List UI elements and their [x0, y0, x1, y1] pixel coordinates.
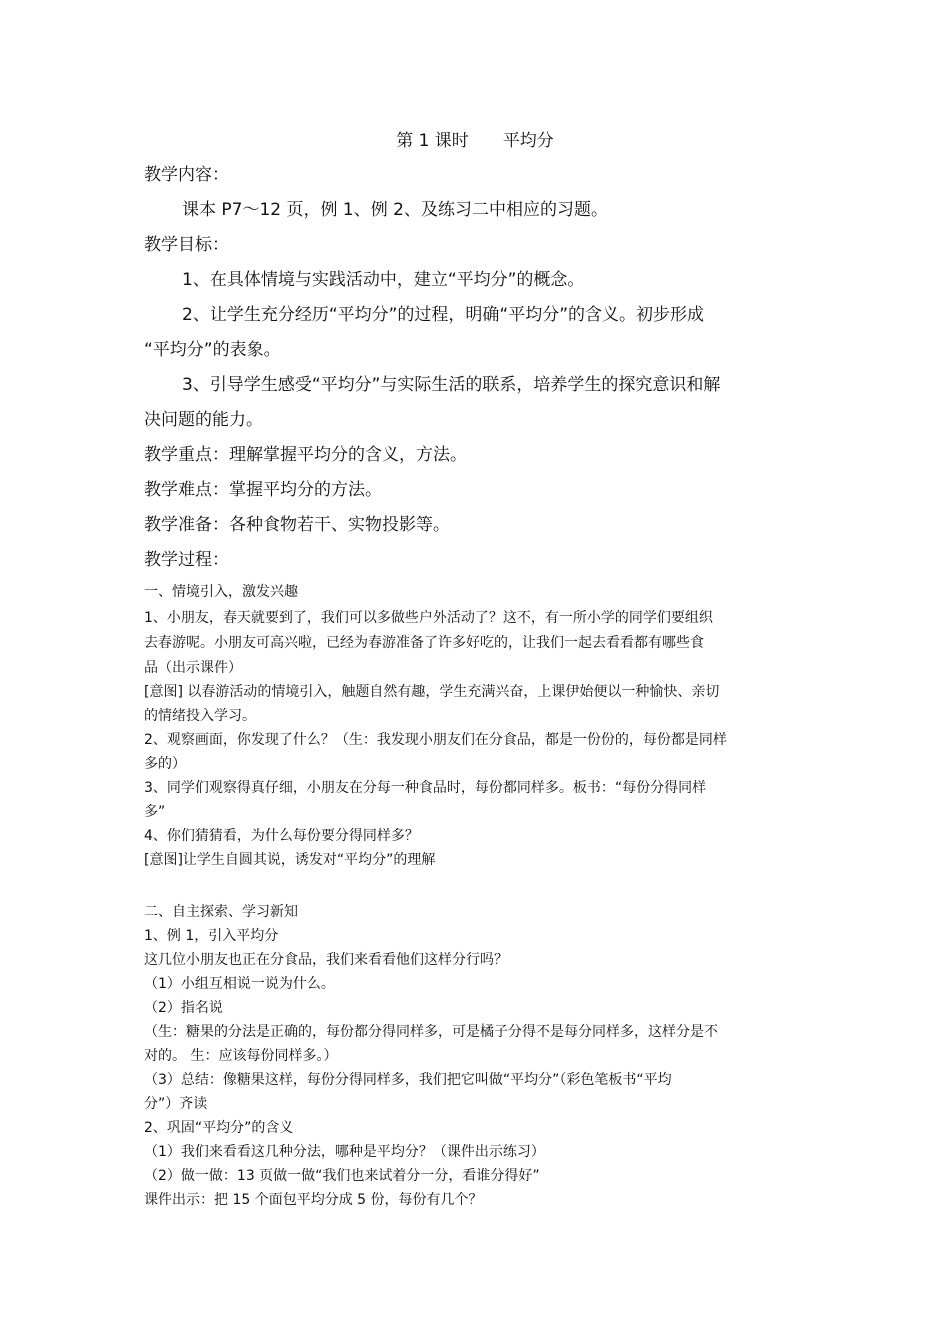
page-title [0, 126, 950, 151]
section-1-item-1-line-3: 品（出示课件） [144, 660, 242, 676]
section-2-sub-3-line-2: 分”）齐读 [144, 1096, 208, 1112]
title-topic: 平均分 [502, 131, 554, 151]
section-1-item-3-line-1: 3、同学们观察得真仔细，小朋友在分每一种食品时，每份都同样多。板书：“每份分得同样 [144, 780, 707, 796]
goal-1: 1、在具体情境与实践活动中，建立“平均分”的概念。 [182, 270, 585, 290]
section-2-item-2: 2、巩固“平均分”的含义 [144, 1120, 294, 1136]
student-answer-line-1: （生：糖果的分法是正确的，每份都分得同样多，可是橘子分得不是每分同样多，这样分是不 [144, 1024, 718, 1040]
goal-2-line-2: “平均分”的表象。 [144, 340, 281, 360]
section-1-item-4: 4、你们猜猜看，为什么每份要分得同样多？ [144, 828, 419, 844]
section-2-heading: 二、自主探索、学习新知 [144, 904, 298, 920]
section-1-item-1-line-1: 1、小朋友，春天就要到了，我们可以多做些户外活动了？这不，有一所小学的同学们要组织 [144, 610, 713, 626]
title-lesson-number: 第 1 课时 [396, 131, 469, 151]
section-1-item-2-line-2: 多的） [144, 756, 186, 772]
difficult-point: 教学难点：掌握平均分的方法。 [144, 480, 382, 500]
section-2-item-2-sub-2: （2）做一做：13 页做一做“我们也来试着分一分，看谁分得好” [144, 1168, 540, 1184]
heading-teaching-content: 教学内容： [144, 165, 229, 185]
heading-teaching-goals: 教学目标： [144, 235, 229, 255]
preparation: 教学准备：各种食物若干、实物投影等。 [144, 515, 450, 535]
heading-teaching-process: 教学过程： [144, 550, 229, 570]
section-2-sub-2: （2）指名说 [144, 1000, 223, 1016]
paragraph-content: 课本 P7～12 页，例 1、例 2、及练习二中相应的习题。 [182, 200, 608, 220]
student-answer-line-2: 对的。 生：应该每份同样多。） [144, 1048, 338, 1064]
section-2-sub-3-line-1: （3）总结：像糖果这样，每份分得同样多，我们把它叫做“平均分”（彩色笔板书“平均 [144, 1072, 672, 1088]
intent-1-line-1: [意图] 以春游活动的情境引入，触题自然有趣，学生充满兴奋，上课伊始便以一种愉快、亲切 [144, 684, 720, 700]
intent-1-line-2: 的情绪投入学习。 [144, 708, 256, 724]
courseware-display: 课件出示：把 15 个面包平均分成 5 份，每份有几个？ [144, 1192, 483, 1208]
goal-2-line-1: 2、让学生充分经历“平均分”的过程，明确“平均分”的含义。初步形成 [182, 305, 705, 325]
goal-3-line-2: 决问题的能力。 [144, 410, 263, 430]
section-1-item-2-line-1: 2、观察画面，你发现了什么？（生：我发现小朋友们在分食品，都是一份份的，每份都是同样 [144, 732, 727, 748]
key-point: 教学重点：理解掌握平均分的含义，方法。 [144, 445, 467, 465]
goal-3-line-1: 3、引导学生感受“平均分”与实际生活的联系，培养学生的探究意识和解 [182, 375, 721, 395]
section-2-item-1: 1、例 1，引入平均分 [144, 928, 279, 944]
section-2-question: 这几位小朋友也正在分食品，我们来看看他们这样分行吗？ [144, 952, 508, 968]
section-2-item-2-sub-1: （1）我们来看看这几种分法，哪种是平均分？（课件出示练习） [144, 1144, 545, 1160]
section-1-item-1-line-2: 去春游呢。小朋友可高兴啦，已经为春游准备了许多好吃的，让我们一起去看看都有哪些食 [144, 635, 704, 651]
section-1-item-3-line-2: 多” [144, 804, 166, 820]
section-2-sub-1: （1）小组互相说一说为什么。 [144, 976, 335, 992]
section-1-heading: 一、情境引入，激发兴趣 [144, 584, 298, 600]
intent-2: [意图]让学生自圆其说，诱发对“平均分”的理解 [144, 852, 436, 868]
